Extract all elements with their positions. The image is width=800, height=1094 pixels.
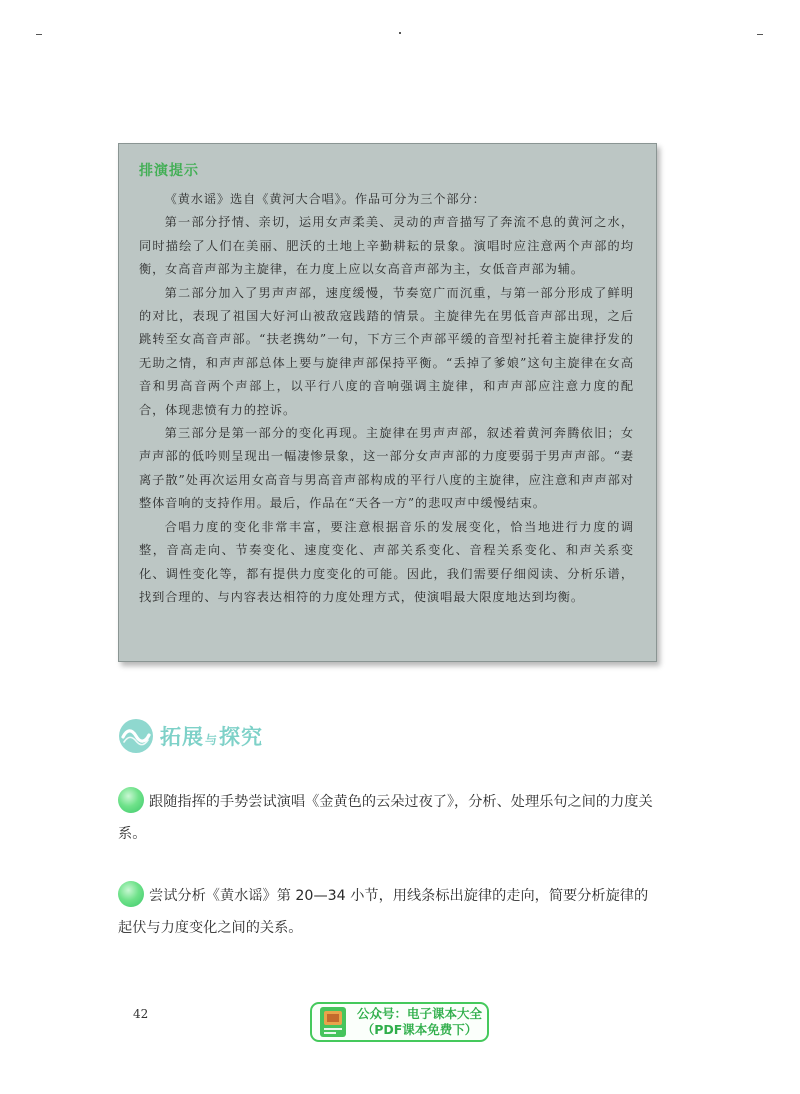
book-logo-icon [318, 1005, 348, 1039]
watermark-text: 公众号：电子课本大全 （PDF课本免费下） [356, 1006, 482, 1037]
crop-mark-right [757, 34, 763, 35]
rehearsal-tips-box [118, 143, 657, 662]
wave-icon [118, 718, 154, 754]
tip-paragraph-dynamics: 合唱力度的变化非常丰富，要注意根据音乐的发展变化，恰当地进行力度的调整，音高走向、节奏变化、速度变化、声部关系变化、音程关系变化、和声关系变化、调性变化等，都有提供力度变化的可能。因此，我们需要仔细阅读、分析乐谱，找到合理的、与内容表达相符的力度处理方式，使演唱最大限度地达到均衡。 [139, 519, 634, 604]
task-item [118, 880, 658, 944]
green-bullet-icon [118, 881, 144, 907]
task-item [118, 786, 658, 850]
green-bullet-icon [118, 787, 144, 813]
watermark-stamp [310, 1002, 489, 1042]
crop-mark-left [36, 34, 42, 35]
tip-paragraph-part-two: 第二部分加入了男声声部，速度缓慢，节奏宽广而沉重，与第一部分形成了鲜明的对比，表现了祖国大好河山被敌寇践踏的情景。主旋律先在男低音声部出现，之后跳转至女高音声部。“扶老携幼”一句，下方三个声部平缓的音型衬托着主旋律抒发的无助之情，和声声部总体上要与旋律声部保持平衡。“丢掉了爹娘”这句主旋律在女高音和男高音两个声部上，以平行八度的音响强调主旋律，和声声部应注意力度的配合，体现悲愤有力的控诉。 [139, 285, 634, 417]
extension-section-heading [118, 718, 263, 754]
task-text: 跟随指挥的手势尝试演唱《金黄色的云朵过夜了》，分析、处理乐句之间的力度关系。 [118, 794, 653, 842]
tip-paragraph-part-three: 第三部分是第一部分的变化再现。主旋律在男声声部，叙述着黄河奔腾依旧；女声声部的低吟则呈现出一幅凄惨景象，这一部分女声声部的力度要弱于男声声部。“妻离子散”处再次运用女高音与男高音声部构成的平行八度的主旋律，应注意和声声部对整体音响的支持作用。最后，作品在“天各一方”的悲叹声中缓慢结束。 [139, 426, 634, 511]
task-text: 尝试分析《黄水谣》第 20—34 小节，用线条标出旋律的走向，简要分析旋律的起伏与力度变化之间的关系。 [118, 888, 649, 936]
section-title: 拓展与探究 [160, 725, 264, 749]
rehearsal-tips-title: 排演提示 [139, 163, 199, 179]
crop-mark-center [399, 32, 401, 34]
page-number: 42 [133, 1007, 149, 1021]
tip-paragraph-part-one: 第一部分抒情、亲切，运用女声柔美、灵动的声音描写了奔流不息的黄河之水，同时描绘了人们在美丽、肥沃的土地上辛勤耕耘的景象。演唱时应注意两个声部的均衡，女高音声部为主旋律，在力度上应以女高音声部为主，女低音声部为辅。 [139, 215, 634, 277]
tip-paragraph-intro: 《黄水谣》选自《黄河大合唱》。作品可分为三个部分： [164, 192, 486, 206]
